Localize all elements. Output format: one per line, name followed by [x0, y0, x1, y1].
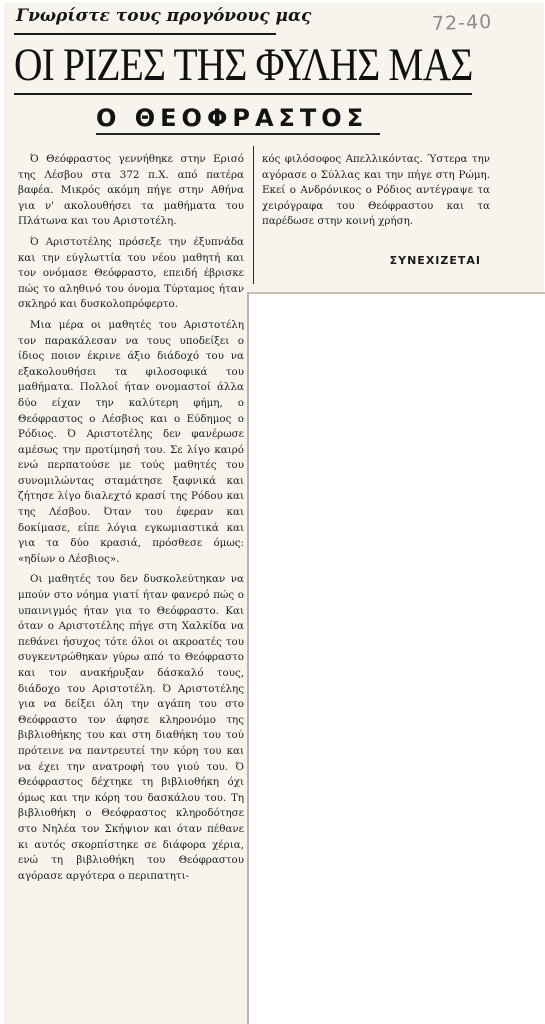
- right-text-column: [262, 152, 490, 230]
- title-underline: [14, 93, 472, 95]
- paragraph: Οι μαθητές του δεν δυσκολεύτηκαν να μπούν στο νόημα γιατί ήταν φανερό πώς ο υπαινιγμός ήταν για το Θεόφραστο. Και όταν ο Αριστοτέλης πήγε στη Χαλκίδα να πεθάνει ήσυχος τότε όλοι οι ακροατές του συγκεντρώθηκαν γύρω από το Θεόφραστο και τον ανακήρυξαν δάσκαλό τους, διάδοχο του Αριστοτέλη. Ό Αριστοτέλης για να δείξει όλη την αγάπη του στο Θεόφραστο τον άφησε κληρονόμο της βιβλιοθήκης του και στη διαθήκη του τού πρότεινε να παντρευτεί την κόρη του και να έχει την ανατροφή του γιού του. Ό Θεόφραστος δέχτηκε τη βιβλιοθήκη όχι όμως και την κόρη του δασκάλου του. Τη βιβλιοθήκη ο Θεόφραστος κληροδότησε στο Νηλέα τον Σκήψιον και όταν πέθανε κι αυτός σκορπίστηκε σε διάφορα χέρια, ενώ τη βιβλιοθήκη του Θεόφραστου αγόρασε αργότερα ο περιπατητι-: [18, 573, 244, 882]
- blank-background: [247, 294, 545, 1024]
- continues-label: ΣΥΝΕΧΙΖΕΤΑΙ: [389, 254, 481, 267]
- column-divider: [253, 146, 254, 284]
- left-text-column: [18, 152, 244, 884]
- subtitle-underline: [96, 133, 380, 135]
- paragraph: Ό Αριστοτέλης πρόσεξε την έξυπνάδα και την εύγλωττία του νέου μαθητή και τον ονόμασε Θεόφραστο, επειδή έβρισκε πώς το αληθινό του όνομα Τύρταμος ήταν σκληρό και δυσκολοπρόφερτο.: [18, 235, 244, 311]
- cut-edge-top: [247, 292, 545, 294]
- handwritten-note: 72-40: [431, 10, 493, 36]
- paragraph: κός φιλόσοφος Απελλικόντας. Ύστερα την αγόρασε ο Σύλλας και την πήγε στη Ρώμη. Εκεί ο Ανδρόνικος ο Ρόδιος αντέγραψε τα χειρόγραφα του Θεόφραστου και τα παρέδωσε στην κοινή χρήση.: [262, 153, 490, 228]
- paragraph: Ό Θεόφραστος γεννήθηκε στην Ερισό της Λέσβου στα 372 π.Χ. από πατέρα βαφέα. Μικρός ακόμη πήγε στην Αθήνα για ν' ακολουθήσει τα μαθήματα του Πλάτωνα και του Αριστοτέλη.: [18, 153, 244, 228]
- article-subtitle: Ο ΘΕΟΦΡΑΣΤΟΣ: [96, 104, 369, 132]
- article-title: ΟΙ ΡΙΖΕΣ ΤΗΣ ΦΥΛΗΣ ΜΑΣ: [14, 39, 473, 91]
- paragraph: Μια μέρα οι μαθητές του Αριστοτέλη τον παρακάλεσαν να τους υποδείξει ο ίδιος ποιον έκρινε άξιο διάδοχό του να εξακολουθήσει τα φιλοσοφικά του μαθήματα. Πολλοί ήταν ονομαστοί άλλα δύο είχαν την καλύτερη φήμη, ο Θεόφραστος ο Λέσβιος και ο Εύδημος ο Ρόδιος. Ό Αριστοτέλης δεν φανέρωσε αμέσως την προτίμησή του. Σε λίγο καιρό ενώ περπατούσε με τούς μαθητές του συνομιλώντας σταμάτησε ξαφνικά και ζήτησε λίγο διαλεχτό κρασί της Ρόδου και της Λέσβου. Όταν του έφεραν και δοκίμασε, είπε λόγια εγκωμιαστικά και για τα δύο κρασιά, πρόσθεσε όμως: «ηδίων ο Λέσβιος».: [18, 318, 244, 565]
- series-kicker: Γνωρίστε τους προγόνους μας: [16, 6, 312, 26]
- cut-edge-side: [247, 292, 249, 1024]
- kicker-underline: [14, 33, 276, 35]
